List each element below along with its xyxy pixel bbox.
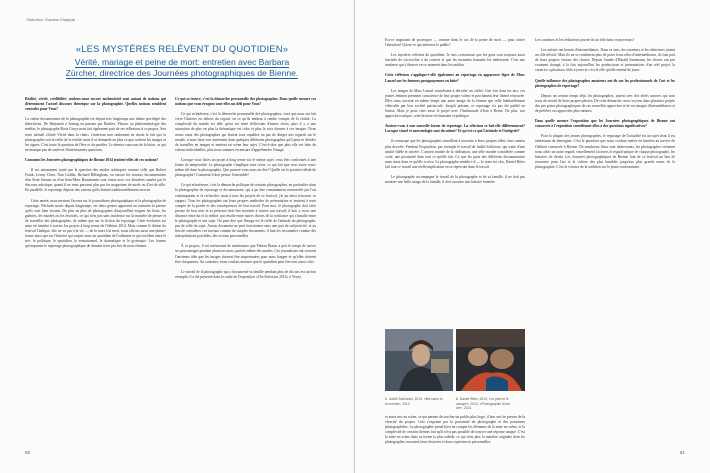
left-column-1 xyxy=(25,97,166,455)
paragraph: et assez mis en scène, ce qui permet de toucher un public plus large, il leur sert de preuve de la véracité du propos. Cela s'exprime par la proximité du photographe et des personnes photographiées. La photographie prend bien en compte les éléments de la mise en scène, et la complexité de certains thèmes fait qu'il n'est pas possible de trouver une réponse unique. C'est la mise en scène dans sa forme la plus subtile, ce qui n'est plus la manière originale dont les photographes racontent leurs histoires et leurs expériences personnelles. xyxy=(385,415,525,445)
paragraph: Ce qui m'intéresse, c'est la démarche personnelle des photographes, ceux qui nous ont fait vivre l'histoire en dehors du regard, en ce qu'ils tendent à rendre compte de la réalité. La complexité du monde est telle qu'on est tenté d'effectuer d'autres choix, plus il y a une saturation de plus en plus la thématique est riche et plus la voix donnée à ces images. Nous avons aussi des photographes qui étaient tous capables ou pas de diriger nos regards sur le monde, à nous faire voir autrement dans quelques différents photographes qu'il peut se décider de travailler en images et mettent en scène leur sujet. C'est-à-dire que plus elle est faite de visions individuelles, plus nous sommes en mesure d'appréhender l'image. xyxy=(175,112,316,152)
paragraph: Avoisez-vous à une nouvelle forme de reportage. La sélection se fait-elle différemment? Lorsque visuel et narratologie sont du même? Et qu'est-ce qui l'attitude et l'intégrité? xyxy=(385,124,525,134)
paragraph: Les mystères relèvent du quotidien. Je suis convaincue que les gens sont toujours aussi fascinés de s'accrocher à du concret et que les moments humains les intéressent. C'est une tendance qui s'observe en ce moment dans les médias. xyxy=(385,53,525,68)
caption-2-index: 2 xyxy=(456,397,458,401)
paragraph: Pour la plupart des jeunes photographes, le reportage de l'actualité est un sujet dont il est intéressant de témoigner. C'est le paradoxe que nous voulons mettre en lumière au travers de l'édition consacrée à Bienne. De nombreux lieux sont intéressants, les photographes viennent nous offrir un autre regard, visuellement à travers le regard unique de chaque photographe, les histoires de destin. Les Journées photographiques de Bienne font de ce festival un lieu de rencontre pour l'art et la culture des plus humbles jusqu'aux plus grands noms de la photographie. C'est la victoire de la tradition sur le jeune conformisme. xyxy=(535,134,675,169)
paragraph: La valeur documentaire de la photographie est depuis très longtemps une thème privilégié des théoriciens. De Benjamin à Sontag en passant par Barthes, Flusser ou phénoménologie des médias, le photographe Boris Groys nous fait également part de ses réflexions à ce propos. Son texte intitulé «Unité Vérité dans la chair» s'intéresse non seulement en droite le fait que la photographie soit le reflet de la réalité, mais il se demande en plus ce que cachent les images et les signes. C'est toute la question de l'être et du paraître. Le dernier concours de la bièce, ce qui ne manque pas de soulever d'intéressantes questions. xyxy=(25,117,166,152)
paragraph: Le photographe accompagne le travail de la photographe et de sa famille, il ne doit pas montrer une belle image de la famille, il doit raconter une histoire honnête. xyxy=(385,174,525,185)
caption-1-text: Judith Schlosser, 2013, «Ma sœur et le monde», 2013 xyxy=(385,397,443,406)
translation-credit: Traduction: Claudine Chappuis xyxy=(26,18,76,22)
photo-caption-1 xyxy=(385,397,443,406)
article-subtitle-text: Vérité, mariage et peine de mort: entretien avec Barbara Zürcher, directrice des Journées photographiques de Bienne. xyxy=(65,57,299,78)
paragraph: Comment les Journées photographiques de Bienne 2014 traitent-elles de ces notions? xyxy=(25,157,159,162)
photo-group xyxy=(456,329,525,391)
photo-portrait xyxy=(385,329,453,391)
paragraph: Les curateurs et les rédacteurs jouent-ils un rôle dans ce processus? xyxy=(535,38,635,42)
paragraph: Quelle influence des photographes amateurs ont-ils sur les professionnels de l'art et les photographes de reportage? xyxy=(535,78,675,88)
paragraph: Les images de Marc Lanzel contribuent à dévoiler un cliché. Une fois dans les airs, ces jeunes femmes prennent conscience de leur propre valeur et proclament leur liberté retrouvée. Elles nous ouvrent en même temps une autre image de la femme que celle habituellement véhiculée par leur société patriarcale. Jusqu'à présent, ce reportage n'a pas été publié en Suisse. Mais je peux citer aussi le projet avec l'Ambassade d'Iran à Berne. De plus, son approche ironique, cette histoire est humaine et politique. xyxy=(385,88,525,119)
paragraph: Ce qui m'intéresse, c'est la démarche politique de certains photographes, en particulier dans la photographie de reportage et documentaire, qui a pu être constamment renouvelée par l'art contemporain et la recherche; mais à tous les projets de ce festival, j'ai pu ainsi retrouver ce rapport. Tous les photographes ont leurs propres méthodes de présentation et invitent à tenir compte de la portée et des conséquences de leur travail. Pour moi, le photographe doit faire preuve de bon sens et sa présence doit être montrée à travers son travail; il doit y avoir une distance entre lui et la réalité, qui résulte entre autres choses de la confiance qui s'installe entre le photographe et son sujet. On peut dire que l'image est le reflet de l'attitude du photographe, pas de celle du sujet. Aucun document ne peut fonctionner sans une part de subjectivité, et au lieu de considérer ces travaux comme de simples documents, il faut les reconnaître comme des interprétations possibles, des visions personnelles. xyxy=(175,183,316,239)
right-column-1 xyxy=(385,38,525,328)
paragraph: Depuis un certain temps déjà, les photographes, jouent avec des effets sonores qui sont issus du travail de leurs propres photos. De cette démarche, nous voyons dans plusieurs projets des pas prises photographiques de ces nouvelles approches et de ses images d'intermédiaires et de préférer ces approches plus intimes. xyxy=(535,93,675,114)
left-column-2 xyxy=(175,97,316,455)
right-column-2 xyxy=(535,38,675,458)
paragraph: Les artistes ont besoin d'intermédiaires. Dans ce sens, les curateurs et les rédacteurs jouent un rôle décisif. Mais ils ne se contentent plus de poser leurs rôles d'intermédiaires, ils font part de leurs propres visions des choses. Depuis l'année d'Harald Szeemann, les choses ont pas vraiment changé, à la fois aujourd'hui les productions et présentations d'un réel projet, la curatrice a plusieurs rôles à jouer et c'est le rôle qu'elle entend de jouer. xyxy=(535,48,675,73)
paragraph: Réalité, vérité, crédibilité: roulons-nous encore authenticité sont autant de notions qui déterminent l'actuel discours théorique sur la photographie. Quelles notions semblent centrales pour Vous? xyxy=(25,97,166,112)
group-photo-image xyxy=(456,329,525,391)
right-column-1-bottom xyxy=(385,415,525,459)
page-number-right: 61 xyxy=(679,450,685,455)
article-subtitle xyxy=(58,57,306,78)
paragraph: Lorsque vous faites un projet à long terme sur le même sujet, vous êtes confrontés à une forme de temporalité. Le photographe s'implique sans cesse, ce qui fait que vous aviez vous-même été dans la photographie. Que pouvez-vous nous en dire? Quelle est la position idéale du photographe? Comment il doit penser l'ensemble? xyxy=(175,157,316,178)
paragraph: Le travail de la photographe qui a documenté sa famille pendant plus de dix ans est un bon exemple; il a été présenté dans le cadre de l'exposition «The Selection 2014» à Vevey. xyxy=(175,269,316,279)
caption-2-text: Daniel Ritter, 2013, «Le pied et le canapé», 2013, «Photographie d'une vie», 2013 xyxy=(456,397,510,410)
paragraph: Cette réflexion s'applique-t-elle également au reportage en apparence léger de Marc Lanzel sur les femmes paraguayennes en fuite? xyxy=(385,73,525,83)
paragraph: Cette année, nous mettons l'accent sur le journalisme photographique et la photographie de reportage. Déclarés morts depuis longtemps, ces deux genres apportent au contraire la preuve qu'ils sont bien vivants. De plus en plus de photographes d'aujourd'hui exigent les lieux, les galeries, les musées ou les festivals, ce qui n'est pas sans incidence sur la manière de penser et de travailler des photographes, de même que sur la fiction du reportage. Cette évolution est mise en lumière à travers les projets à long terme de l'édition 2014. Mais comme le thème du festival l'indique, elle ne va pas à la vie — de la mort à la mort, nous offrons aussi une plume-forme ainsi que sur l'histoire qui surpris nous un quotidien de l'ordinaire et qui oscillent entre le rire, la politique, le quotidien, le sensationnel, le dramatique et le grotesque. Les formes qu'emprunte le reportage photographique de demain n'ont pas fini de nous étonner. xyxy=(25,198,166,249)
paragraph: À ce propos, il est intéressant de mentionner que Fabian Biasio a pris le temps de suivre ses personnages pendant plusieurs mois, parfois même des années. Ces journalistes ont souvent l'ancienne idée que les images doivent être surprenantes pour nous frapper et qu'elles doivent être choquantes. Au contraire, nous voulons montrer que le quotidien peut être tout aussi riche. xyxy=(175,244,316,264)
paragraph: Est-ce important de provoquer — comme dans le cas de la peine de mort — pour attirer l'attention? Qu'est-ce qui intéresse le public? xyxy=(385,38,525,48)
paragraph: Il est notamment traité par la question des modes artistiques comme celle que Robert Frank, Lenny Claes, Nan Goldin, Richard Billingham, ou encore les travaux documentaires d'un Kent Strauss ou d'un Jean-Marc Bustamante sont venus avec ces dernières années par le discours artistique, quand il ne nous parvient plus par les magazines de mode ou d'art de ville. En parallèle, le reportage dispose des canons qu'ils étaient traditionnellement inscrits. xyxy=(25,168,166,193)
photo-caption-2 xyxy=(456,397,514,411)
paragraph: Ce qui se trouve, c'est la démarche personnelle des photographes. Dans quelle mesure ces notions que vous évoquez sont-elles un défi pour Vous? xyxy=(175,97,316,107)
page-number-left: 60 xyxy=(25,450,31,455)
paragraph: Dans quelle mesure l'exposition que les Journées photographiques de Bienne ont consacrée à l'exposition contribuent-elles à des questions significatives? xyxy=(535,119,675,129)
right-page xyxy=(355,0,710,473)
caption-1-index: 1 xyxy=(385,397,387,401)
portrait-photo-image xyxy=(385,329,453,391)
article-headline: «LES MYSTÈRES RELÈVENT DU QUOTIDIEN» xyxy=(75,43,289,54)
paragraph: Je remarque que les photographes travaillent à nouveau à leurs propres idées, leur caméra plus discrète. Pendant l'exposition, par exemple le travail de Judith Schlosser, qui traite d'une amitié fidèle et sincère. L'ancien monde de la réalisation, une telle monde considérée comme vraie, une proximité dans tout ce qu'elle fait. Ce que les parts des différents documentaires mais aussi dans ce qu'elle a vécu. Le photographe semble-t-il — le texte est clos, Daniel Ritter fait tout ce travail une réelle implication en se répercute dans le travail. xyxy=(385,139,525,169)
